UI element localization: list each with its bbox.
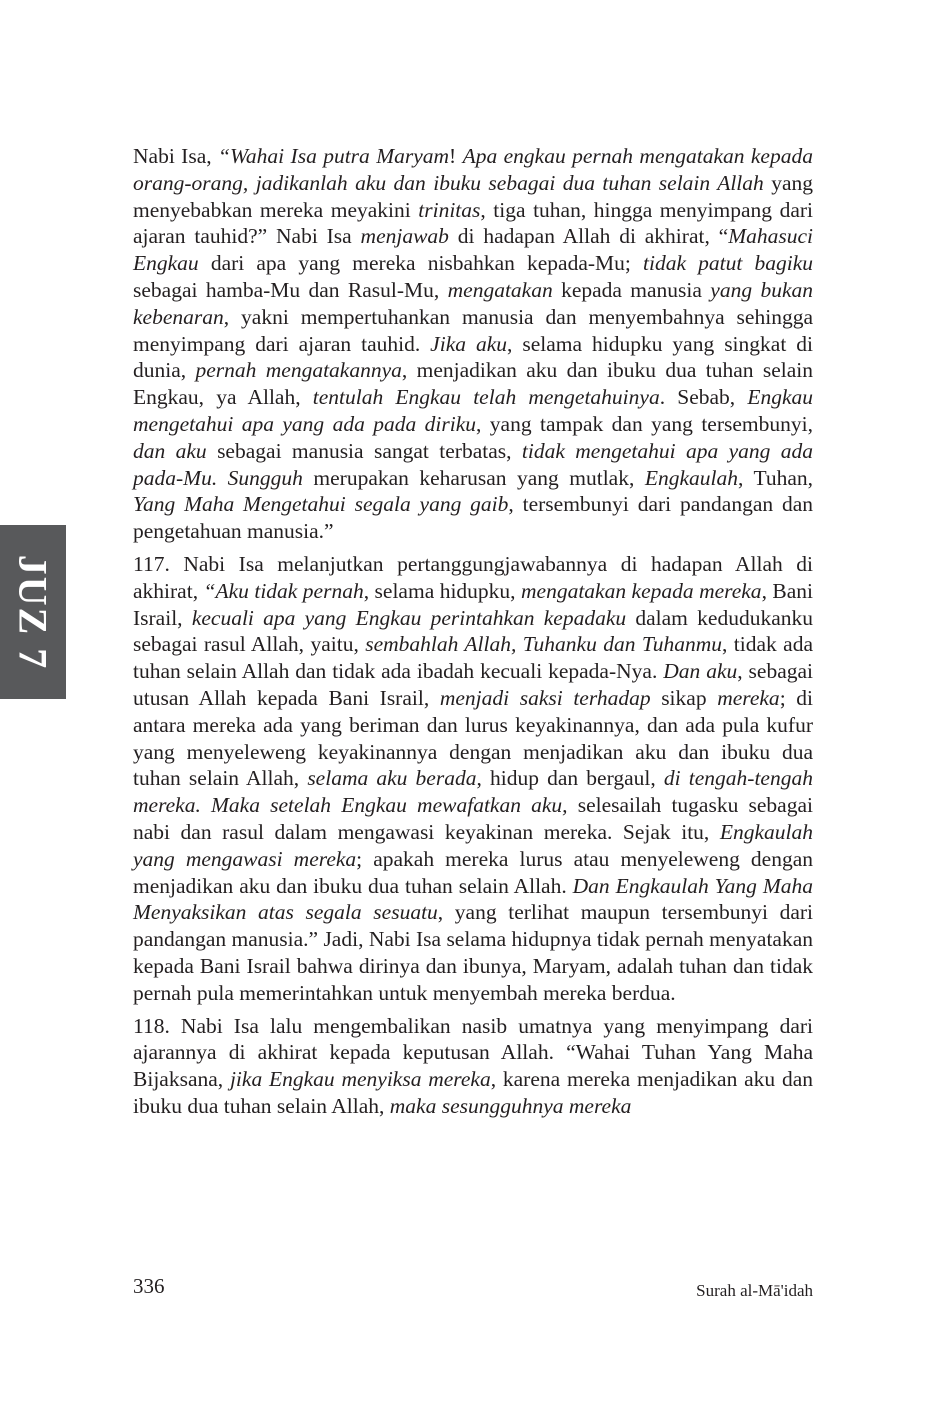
text-run: merupakan keharusan yang mutlak, (302, 465, 645, 490)
text-run: sebagai manusia sangat terbatas, (206, 438, 522, 463)
page-number: 336 (133, 1274, 165, 1298)
paragraph-118 (133, 1013, 813, 1120)
body-text (133, 143, 813, 1126)
italic-text-run: Apa engkau pernah mengatakan kepada orang-orang, jadikanlah aku dan ibuku sebagai dua tuhan selain Allah (133, 144, 813, 195)
text-run: dari apa yang mereka nisbahkan kepada-Mu; (198, 251, 644, 276)
text-run: , yang terlihat maupun tersembunyi dari pandangan manusia.” Jadi, Nabi Isa selama hidupnya tidak pernah menyatakan kepada Bani Israil bahwa dirinya dan ibunya, Maryam, adalah tuhan dan tidak pernah pula memerintahkan untuk menyembah mereka berdua. (133, 900, 814, 1005)
text-run: kepada manusia (552, 277, 711, 302)
italic-text-run: mereka (717, 685, 780, 710)
juz-label: JUZ 7 (10, 554, 56, 670)
text-run: , sebagai utusan Allah kepada Bani Israil, (133, 659, 814, 710)
italic-text-run: tidak mengetahui apa yang ada pada-Mu. Sungguh (133, 438, 813, 490)
italic-text-run: Engkau mengetahui apa yang ada pada diriku (133, 385, 813, 436)
italic-text-run: di tengah-tengah mereka. Maka setelah Engkau mewafatkan aku, (133, 766, 813, 818)
italic-text-run: menjawab (360, 224, 449, 249)
text-run: , Tuhan, (737, 465, 813, 490)
italic-text-run: “Wahai Isa putra Maryam (218, 144, 450, 168)
italic-text-run: Yang Maha Mengetahui segala yang gaib (133, 492, 509, 517)
italic-text-run: mengatakan (447, 277, 553, 302)
text-run: , selama hidupku yang singkat di dunia, (133, 331, 813, 383)
text-run: , yakni mempertuhankan manusia dan menyembahnya sehingga menyimpang dari ajaran tauhid. (133, 304, 813, 356)
italic-text-run: tidak patut bagiku (643, 251, 814, 276)
text-run: Nabi Isa, (133, 144, 219, 168)
text-run: . Sebab, (659, 385, 748, 410)
italic-text-run: yang bukan kebenaran (133, 277, 813, 329)
italic-text-run: kecuali apa yang Engkau perintahkan kepadaku (191, 605, 627, 630)
italic-text-run: maka sesungguhnya mereka (389, 1093, 632, 1118)
text-run: , selama hidupku, (363, 578, 521, 603)
paragraph-117 (133, 551, 813, 1007)
italic-text-run: “Aku tidak pernah (203, 578, 364, 603)
text-run: , Bani Israil, (133, 578, 813, 630)
italic-text-run: dan aku (133, 438, 207, 463)
juz-side-tab (0, 525, 66, 699)
italic-text-run: trinitas (418, 197, 481, 222)
italic-text-run: Dan aku (663, 659, 738, 684)
italic-text-run: selama aku berada (307, 766, 477, 791)
text-run: dalam kedudukanku sebagai rasul Allah, yaitu, (133, 605, 813, 657)
italic-text-run: menjadi saksi terhadap (439, 685, 651, 710)
italic-text-run: Jika aku (430, 331, 507, 356)
italic-text-run: jika Engkau menyiksa mereka (229, 1067, 491, 1092)
italic-text-run: Dan Engkaulah Yang Maha Menyaksikan atas segala sesuatu (133, 873, 813, 925)
text-run: , tersembunyi dari pandangan dan pengetahuan manusia.” (133, 492, 813, 544)
italic-text-run: Engkaulah yang mengawasi mereka (133, 819, 813, 871)
italic-text-run: Engkaulah (644, 465, 738, 490)
text-run: 118. Nabi Isa lalu mengembalikan nasib umatnya yang menyimpang dari ajarannya di akhirat kepada keputusan Allah. “Wahai Tuhan Yang Maha Bijaksana, (133, 1013, 813, 1092)
text-run: , tidak ada tuhan selain Allah dan tidak ada ibadah kecuali kepada-Nya. (133, 632, 813, 684)
text-run: 117. Nabi Isa melanjutkan pertanggungjawabannya di hadapan Allah di akhirat, (133, 551, 813, 603)
text-run: , hidup dan bergaul, (476, 766, 664, 791)
text-run: ; apakah mereka lurus atau menyeleweng dengan menjadikan aku dan ibuku dua tuhan selain Allah. (133, 846, 813, 898)
text-run: selesailah tugasku sebagai nabi dan rasul dalam mengawasi keyakinan mereka. Sejak itu, (133, 793, 813, 844)
text-run: yang menyebabkan mereka meyakini (133, 170, 813, 222)
text-run: sebagai hamba-Mu dan Rasul-Mu, (133, 277, 448, 302)
running-footer-surah: Surah al-Mā'idah (696, 1281, 813, 1300)
italic-text-run: Mahasuci Engkau (133, 224, 814, 276)
text-run: di hadapan Allah di akhirat, “ (448, 224, 729, 249)
text-run: , karena mereka menjadikan aku dan ibuku dua tuhan selain Allah, (133, 1067, 813, 1118)
text-run: ! (449, 144, 463, 168)
italic-text-run: mengatakan kepada mereka (521, 578, 762, 603)
italic-text-run: pernah mengatakannya (195, 358, 402, 383)
text-run: , yang tampak dan yang tersembunyi, (476, 411, 813, 436)
text-run: , menjadikan aku dan ibuku dua tuhan selain Engkau, ya Allah, (133, 358, 813, 410)
text-run: sikap (650, 685, 718, 710)
text-run: , tiga tuhan, hingga menyimpang dari ajaran tauhid?” Nabi Isa (133, 197, 813, 249)
paragraph-116 (133, 143, 813, 545)
italic-text-run: tentulah Engkau telah mengetahuinya (312, 385, 660, 410)
text-run: ; di antara mereka ada yang beriman dan lurus keyakinannya, dan ada pula kufur yang menyeleweng keyakinannya dengan menjadikan aku dan ibuku dua tuhan selain Allah, (133, 685, 813, 791)
italic-text-run: sembahlah Allah, Tuhanku dan Tuhanmu (365, 632, 722, 657)
